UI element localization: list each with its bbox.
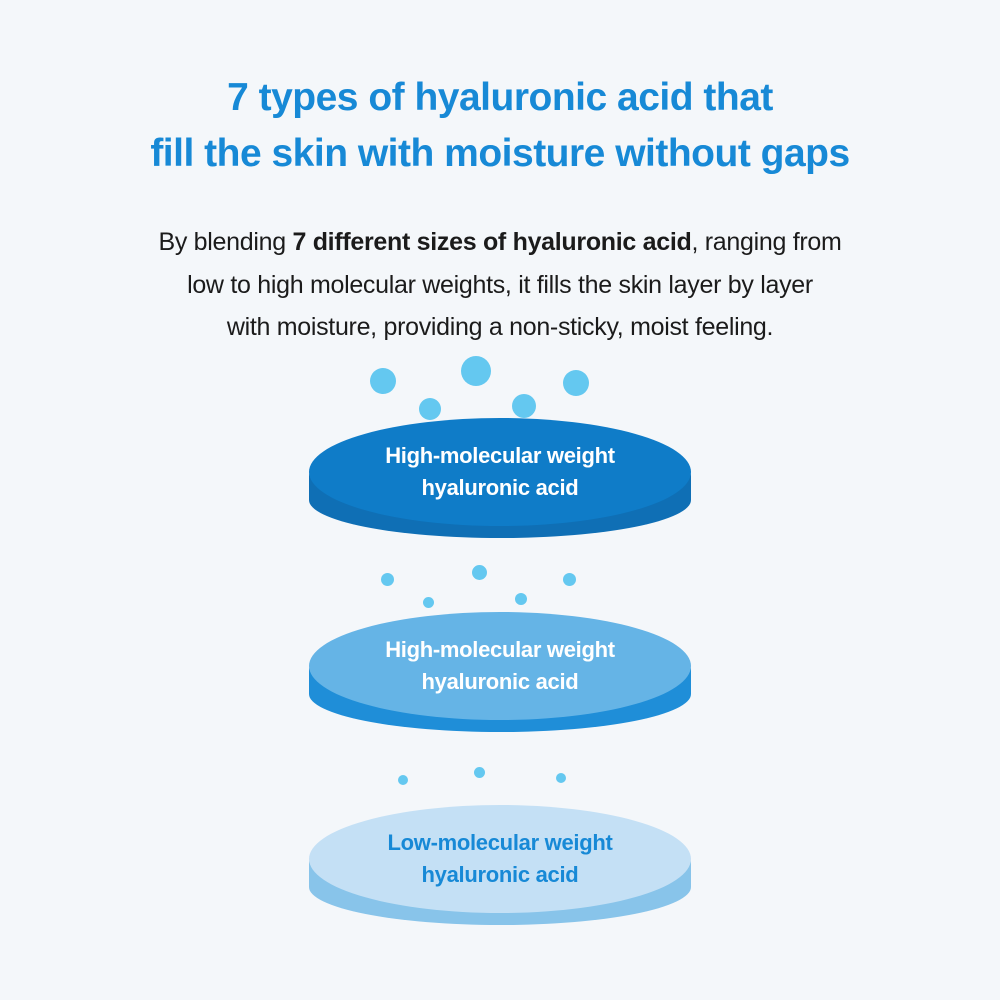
layer-disc-low-molecular-bottom: [309, 805, 691, 935]
molecule-dot: [512, 394, 536, 418]
description-highlight: 7 different sizes of hyaluronic acid: [292, 228, 692, 256]
molecule-dot: [423, 597, 434, 608]
page-title: [0, 70, 1000, 181]
disc-caption: [309, 612, 691, 720]
disc-caption-line-1: Low-molecular weight: [387, 830, 613, 856]
disc-caption: [309, 418, 691, 526]
disc-caption-line-2: hyaluronic acid: [421, 862, 579, 887]
molecule-dot: [398, 775, 408, 785]
disc-caption-line-2: hyaluronic acid: [421, 475, 579, 500]
description-text: [0, 221, 1000, 349]
layer-disc-high-molecular-top: [309, 418, 691, 548]
molecule-dot: [563, 370, 589, 396]
disc-caption-line-1: High-molecular weight: [385, 443, 615, 469]
molecule-dot: [474, 767, 485, 778]
disc-caption-line-2: hyaluronic acid: [421, 669, 579, 694]
molecule-dot: [472, 565, 487, 580]
hyaluronic-acid-layer-diagram: [0, 350, 1000, 970]
layer-disc-high-molecular-middle: [309, 612, 691, 742]
molecule-dot: [556, 773, 566, 783]
page-title-line-1: 7 types of hyaluronic acid that: [227, 76, 773, 120]
disc-caption: [309, 805, 691, 913]
molecule-dot: [381, 573, 394, 586]
molecule-dot: [370, 368, 396, 394]
description-line-1-prefix: By blending: [158, 228, 293, 256]
molecule-dot: [419, 398, 441, 420]
disc-caption-line-1: High-molecular weight: [385, 637, 615, 663]
page-title-line-2: fill the skin with moisture without gaps: [150, 131, 850, 175]
molecule-dot: [563, 573, 576, 586]
description-line-1-suffix: , ranging from: [691, 228, 842, 256]
description-line-3: with moisture, providing a non-sticky, moist feeling.: [226, 313, 774, 341]
description-line-2: low to high molecular weights, it fills the skin layer by layer: [187, 270, 813, 299]
description-line-1: [0, 221, 1000, 264]
molecule-dot: [515, 593, 527, 605]
molecule-dot: [461, 356, 491, 386]
